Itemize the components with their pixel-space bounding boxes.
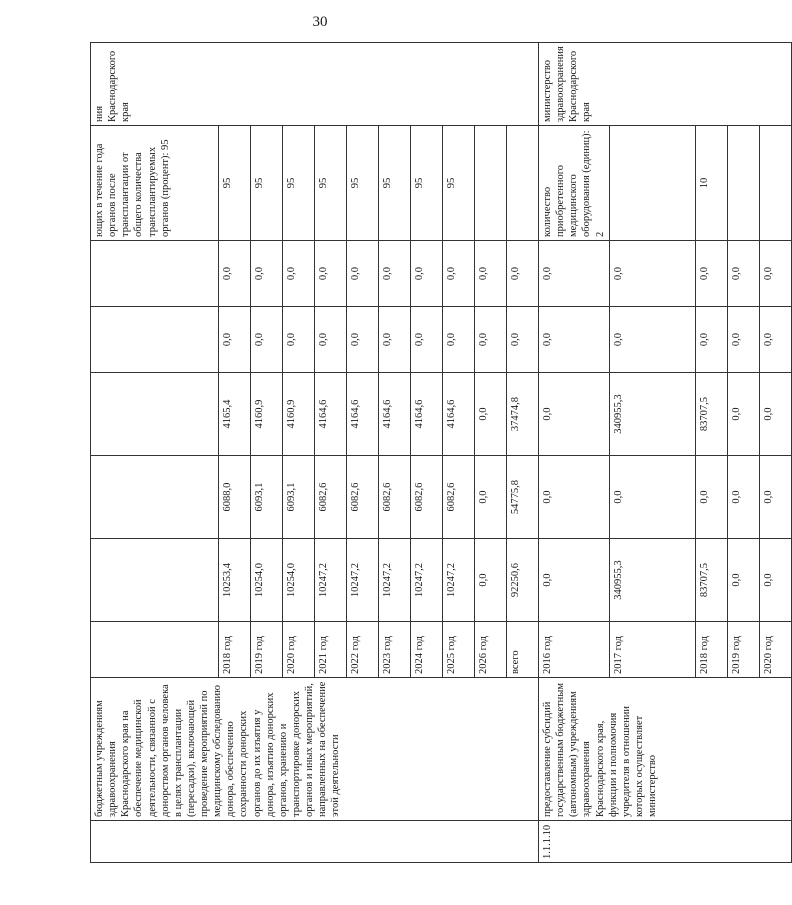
federal-cell: 0,0 xyxy=(695,456,727,539)
year-cell: 2020 год xyxy=(759,622,791,678)
responsible-cell: ния Краснодарского края xyxy=(91,43,539,126)
local-cell: 0,0 xyxy=(539,307,610,373)
total-cell: 92250,6 xyxy=(507,539,539,622)
regional-cell: 0,0 xyxy=(759,373,791,456)
indicator-value-cell: 95 xyxy=(443,126,475,241)
year-cell: всего xyxy=(507,622,539,678)
regional-cell: 0,0 xyxy=(475,373,507,456)
other-cell xyxy=(91,241,219,307)
row-number-cell xyxy=(91,821,539,863)
other-cell: 0,0 xyxy=(727,241,759,307)
total-cell: 10247,2 xyxy=(315,539,347,622)
federal-cell: 0,0 xyxy=(759,456,791,539)
total-cell: 0,0 xyxy=(475,539,507,622)
total-cell: 340955,3 xyxy=(609,539,695,622)
year-cell: 2021 год xyxy=(315,622,347,678)
total-cell: 0,0 xyxy=(759,539,791,622)
other-cell: 0,0 xyxy=(695,241,727,307)
total-cell: 10247,2 xyxy=(379,539,411,622)
federal-cell: 0,0 xyxy=(475,456,507,539)
regional-cell: 0,0 xyxy=(727,373,759,456)
federal-cell: 0,0 xyxy=(727,456,759,539)
local-cell: 0,0 xyxy=(507,307,539,373)
total-cell: 10254,0 xyxy=(283,539,315,622)
year-cell: 2017 год xyxy=(609,622,695,678)
local-cell: 0,0 xyxy=(219,307,251,373)
year-cell: 2026 год xyxy=(475,622,507,678)
responsible-cell: министерство здравоохранения Краснодарского края xyxy=(539,43,792,126)
year-cell: 2018 год xyxy=(695,622,727,678)
year-cell xyxy=(91,622,219,678)
page-number: 30 xyxy=(312,14,328,30)
indicator-name-cell: количество приобретенного медицинского оборудования (единиц): 2 xyxy=(539,126,610,241)
table-body xyxy=(91,43,792,863)
year-cell: 2019 год xyxy=(727,622,759,678)
regional-cell xyxy=(91,373,219,456)
indicator-name-cell: ющих в течение года органов после трансплантации от общего количества трансплантируемых органов (процент): 95 xyxy=(91,126,219,241)
other-cell: 0,0 xyxy=(443,241,475,307)
other-cell: 0,0 xyxy=(411,241,443,307)
other-cell: 0,0 xyxy=(609,241,695,307)
local-cell: 0,0 xyxy=(727,307,759,373)
regional-cell: 4164,6 xyxy=(443,373,475,456)
local-cell: 0,0 xyxy=(251,307,283,373)
other-cell: 0,0 xyxy=(315,241,347,307)
local-cell: 0,0 xyxy=(283,307,315,373)
other-cell: 0,0 xyxy=(475,241,507,307)
year-cell: 2016 год xyxy=(539,622,610,678)
federal-cell: 6082,6 xyxy=(443,456,475,539)
other-cell: 0,0 xyxy=(219,241,251,307)
other-cell: 0,0 xyxy=(507,241,539,307)
federal-cell: 6082,6 xyxy=(379,456,411,539)
indicator-value-cell xyxy=(759,126,791,241)
regional-cell: 4165,4 xyxy=(219,373,251,456)
indicator-value-cell: 95 xyxy=(251,126,283,241)
other-cell: 0,0 xyxy=(283,241,315,307)
table-row xyxy=(539,43,610,863)
regional-cell: 4164,6 xyxy=(347,373,379,456)
local-cell: 0,0 xyxy=(695,307,727,373)
total-cell: 10247,2 xyxy=(443,539,475,622)
total-cell: 10254,0 xyxy=(251,539,283,622)
federal-cell: 6088,0 xyxy=(219,456,251,539)
federal-cell xyxy=(91,456,219,539)
indicator-value-cell: 10 xyxy=(695,126,727,241)
regional-cell: 4164,6 xyxy=(379,373,411,456)
year-cell: 2022 год xyxy=(347,622,379,678)
total-cell xyxy=(91,539,219,622)
description-cell: предоставление субсидий государственным бюджетным (автономным) учреждениям здравоохранения Краснодарского края, функции и полномочия учредителя в отношении которых осуществляет министерство xyxy=(539,678,792,821)
other-cell: 0,0 xyxy=(379,241,411,307)
other-cell: 0,0 xyxy=(251,241,283,307)
regional-cell: 83707,5 xyxy=(695,373,727,456)
federal-cell: 6082,6 xyxy=(347,456,379,539)
local-cell xyxy=(91,307,219,373)
local-cell: 0,0 xyxy=(443,307,475,373)
indicator-value-cell: 95 xyxy=(219,126,251,241)
indicator-value-cell: 95 xyxy=(283,126,315,241)
indicator-value-cell xyxy=(507,126,539,241)
regional-cell: 4160,9 xyxy=(283,373,315,456)
local-cell: 0,0 xyxy=(609,307,695,373)
federal-cell: 0,0 xyxy=(609,456,695,539)
rotated-table-container xyxy=(90,43,774,863)
other-cell: 0,0 xyxy=(539,241,610,307)
regional-cell: 37474,8 xyxy=(507,373,539,456)
total-cell: 10247,2 xyxy=(411,539,443,622)
total-cell: 0,0 xyxy=(539,539,610,622)
federal-cell: 6082,6 xyxy=(411,456,443,539)
local-cell: 0,0 xyxy=(315,307,347,373)
year-cell: 2019 год xyxy=(251,622,283,678)
regional-cell: 4160,9 xyxy=(251,373,283,456)
local-cell: 0,0 xyxy=(475,307,507,373)
federal-cell: 6093,1 xyxy=(283,456,315,539)
federal-cell: 6082,6 xyxy=(315,456,347,539)
total-cell: 10253,4 xyxy=(219,539,251,622)
total-cell: 0,0 xyxy=(727,539,759,622)
indicator-value-cell xyxy=(475,126,507,241)
federal-cell: 6093,1 xyxy=(251,456,283,539)
local-cell: 0,0 xyxy=(759,307,791,373)
table-row xyxy=(91,43,219,863)
description-cell: бюджетным учреждениям здравоохранения Краснодарского края на обеспечение медицинской деятельности, связанной с донорством органов человека в целях трансплантации (пересадки), включающей проведение мероприятий по медицинскому обследованию донора, обеспечению сохранности донорских органов до их изъятия у донора, изъятию донорских органов, хранению и транспортировке донорских органов и иных мероприятий, направленных на обеспечение этой деятельности xyxy=(91,678,539,821)
total-cell: 10247,2 xyxy=(347,539,379,622)
regional-cell: 4164,6 xyxy=(411,373,443,456)
local-cell: 0,0 xyxy=(347,307,379,373)
indicator-value-cell: 95 xyxy=(315,126,347,241)
regional-cell: 0,0 xyxy=(539,373,610,456)
total-cell: 83707,5 xyxy=(695,539,727,622)
year-cell: 2018 год xyxy=(219,622,251,678)
indicator-value-cell xyxy=(609,126,695,241)
other-cell: 0,0 xyxy=(759,241,791,307)
year-cell: 2020 год xyxy=(283,622,315,678)
indicator-value-cell: 95 xyxy=(379,126,411,241)
indicator-value-cell xyxy=(727,126,759,241)
other-cell: 0,0 xyxy=(347,241,379,307)
regional-cell: 340955,3 xyxy=(609,373,695,456)
federal-cell: 0,0 xyxy=(539,456,610,539)
federal-cell: 54775,8 xyxy=(507,456,539,539)
year-cell: 2024 год xyxy=(411,622,443,678)
year-cell: 2023 год xyxy=(379,622,411,678)
indicator-value-cell: 95 xyxy=(347,126,379,241)
year-cell: 2025 год xyxy=(443,622,475,678)
row-number-cell: 1.1.1.10 xyxy=(539,821,792,863)
regional-cell: 4164,6 xyxy=(315,373,347,456)
program-table xyxy=(90,42,792,863)
indicator-value-cell: 95 xyxy=(411,126,443,241)
local-cell: 0,0 xyxy=(379,307,411,373)
local-cell: 0,0 xyxy=(411,307,443,373)
